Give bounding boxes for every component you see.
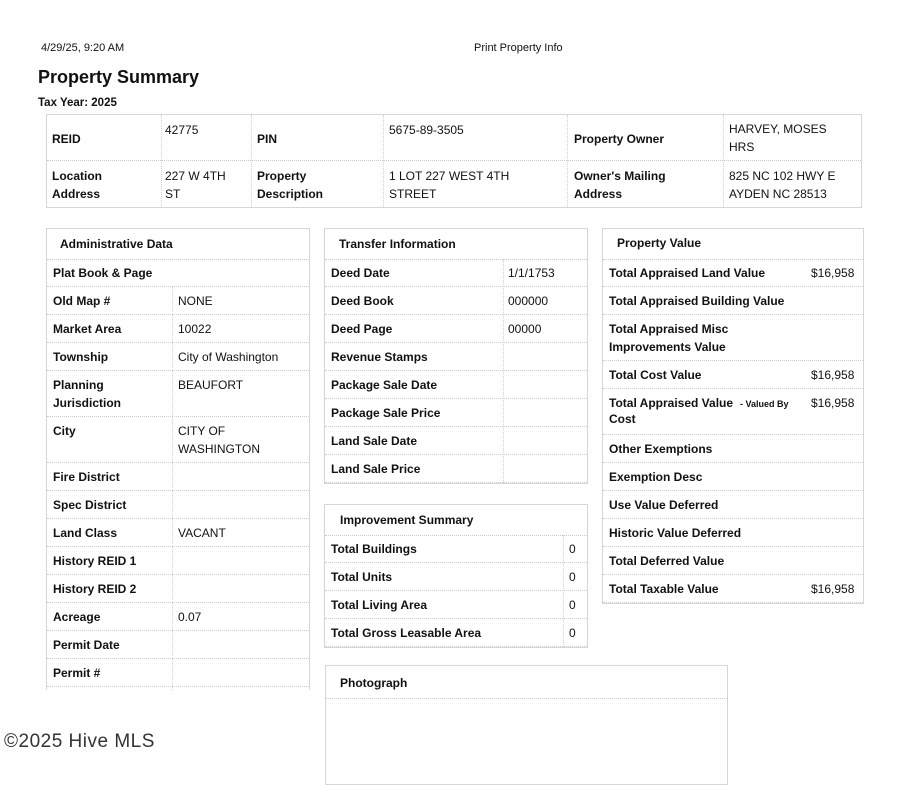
description-label-line1: Property xyxy=(257,169,307,183)
transfer-information-section xyxy=(324,228,588,484)
transfer-row xyxy=(325,287,587,315)
property-summary-table xyxy=(46,114,862,208)
transfer-value: 1/1/1753 xyxy=(508,266,555,280)
transfer-label: Package Sale Price xyxy=(331,406,441,420)
location-label-line1: Location xyxy=(52,169,102,183)
value-value: $16,958 xyxy=(811,368,855,382)
admin-row xyxy=(47,315,309,343)
transfer-label: Package Sale Date xyxy=(331,378,438,392)
owner-value-line2: HRS xyxy=(729,140,755,154)
mls-copyright: ©2025 Hive MLS xyxy=(4,731,155,752)
owner-value-line1: HARVEY, MOSES xyxy=(729,122,827,136)
pin-value: 5675-89-3505 xyxy=(389,123,464,137)
pin-label: PIN xyxy=(257,132,278,146)
transfer-label: Deed Book xyxy=(331,294,394,308)
admin-label: Old Map # xyxy=(53,294,111,308)
admin-label: Fire District xyxy=(53,470,120,484)
admin-row xyxy=(47,417,309,463)
value-label-line2: Improvements Value xyxy=(609,340,726,354)
admin-row xyxy=(47,547,309,575)
value-label: Exemption Desc xyxy=(609,470,703,484)
admin-label-line2: Jurisdiction xyxy=(53,396,122,410)
value-label: Total Appraised Value xyxy=(609,396,734,410)
admin-row xyxy=(47,463,309,491)
value-row xyxy=(603,491,863,519)
print-datetime: 4/29/25, 9:20 AM xyxy=(41,42,125,54)
value-row xyxy=(603,519,863,547)
admin-value: BEAUFORT xyxy=(178,378,244,392)
admin-row xyxy=(47,603,309,631)
photograph-title: Photograph xyxy=(340,676,408,690)
admin-row xyxy=(47,287,309,315)
improvement-row xyxy=(325,591,587,619)
owner-label: Property Owner xyxy=(574,132,665,146)
admin-row xyxy=(47,371,309,417)
description-value-line1: 1 LOT 227 WEST 4TH xyxy=(389,169,510,183)
improvement-row xyxy=(325,619,587,647)
value-label: Total Cost Value xyxy=(609,368,702,382)
improvement-value: 0 xyxy=(569,626,576,640)
transfer-label: Land Sale Date xyxy=(331,434,418,448)
mailing-label-line1: Owner's Mailing xyxy=(574,169,666,183)
location-value-line1: 227 W 4TH xyxy=(165,169,226,183)
admin-row xyxy=(47,575,309,603)
admin-label: Plat Book & Page xyxy=(53,266,153,280)
value-label: Total Taxable Value xyxy=(609,582,719,596)
admin-label: History REID 2 xyxy=(53,582,137,596)
improvement-label: Total Living Area xyxy=(331,598,428,612)
transfer-value: 000000 xyxy=(508,294,549,308)
transfer-row xyxy=(325,399,587,427)
admin-label: Spec District xyxy=(53,498,127,512)
transfer-label: Deed Date xyxy=(331,266,390,280)
value-row xyxy=(603,575,863,603)
value-label: Total Appraised Land Value xyxy=(609,266,766,280)
value-label-note: - Valued By xyxy=(740,399,789,409)
improvement-label: Total Units xyxy=(331,570,393,584)
admin-label: Permit # xyxy=(53,666,101,680)
value-row xyxy=(603,547,863,575)
admin-label: Acreage xyxy=(53,610,101,624)
value-label: Total Appraised Misc xyxy=(609,322,729,336)
transfer-label: Deed Page xyxy=(331,322,393,336)
transfer-information-title: Transfer Information xyxy=(339,237,456,251)
admin-value: City of Washington xyxy=(178,350,279,364)
description-label-line2: Description xyxy=(257,187,324,201)
improvement-summary-section xyxy=(324,504,588,648)
value-row xyxy=(603,287,863,315)
value-row xyxy=(603,435,863,463)
value-label: Use Value Deferred xyxy=(609,498,719,512)
mailing-value-line1: 825 NC 102 HWY E xyxy=(729,169,836,183)
admin-row xyxy=(47,259,309,287)
property-value-section xyxy=(602,228,864,604)
improvement-value: 0 xyxy=(569,542,576,556)
transfer-row xyxy=(325,259,587,287)
mailing-value-line2: AYDEN NC 28513 xyxy=(729,187,827,201)
reid-value: 42775 xyxy=(165,123,199,137)
value-label: Total Deferred Value xyxy=(609,554,725,568)
improvement-summary-title: Improvement Summary xyxy=(340,513,474,527)
value-label-note-line2: Cost xyxy=(609,412,636,426)
transfer-label: Land Sale Price xyxy=(331,462,421,476)
admin-value: VACANT xyxy=(178,526,226,540)
description-value-line2: STREET xyxy=(389,187,437,201)
admin-value: 0.07 xyxy=(178,610,202,624)
mailing-label-line2: Address xyxy=(574,187,623,201)
value-row xyxy=(603,259,863,287)
value-row xyxy=(603,315,863,361)
admin-label: City xyxy=(53,424,76,438)
property-value-title: Property Value xyxy=(617,236,702,250)
admin-value-line2: WASHINGTON xyxy=(178,442,261,456)
improvement-value: 0 xyxy=(569,570,576,584)
admin-row xyxy=(47,519,309,547)
reid-label: REID xyxy=(52,132,81,146)
page-title: Property Summary xyxy=(38,67,200,87)
admin-label: Township xyxy=(53,350,109,364)
improvement-value: 0 xyxy=(569,598,576,612)
value-row xyxy=(603,389,863,435)
value-label: Other Exemptions xyxy=(609,442,713,456)
admin-row xyxy=(47,491,309,519)
admin-value: 10022 xyxy=(178,322,212,336)
admin-label: Land Class xyxy=(53,526,118,540)
admin-row xyxy=(47,631,309,659)
administrative-data-title: Administrative Data xyxy=(60,237,173,251)
value-row xyxy=(603,361,863,389)
value-value: $16,958 xyxy=(811,396,855,410)
admin-label: Market Area xyxy=(53,322,122,336)
transfer-value: 00000 xyxy=(508,322,542,336)
improvement-label: Total Gross Leasable Area xyxy=(331,626,482,640)
location-value-line2: ST xyxy=(165,187,181,201)
transfer-label: Revenue Stamps xyxy=(331,350,428,364)
print-title: Print Property Info xyxy=(474,42,563,54)
transfer-row xyxy=(325,343,587,371)
transfer-row xyxy=(325,427,587,455)
administrative-data-section xyxy=(46,228,310,690)
improvement-label: Total Buildings xyxy=(331,542,417,556)
transfer-row xyxy=(325,371,587,399)
value-label: Historic Value Deferred xyxy=(609,526,742,540)
value-value: $16,958 xyxy=(811,582,855,596)
admin-label: History REID 1 xyxy=(53,554,137,568)
admin-value: NONE xyxy=(178,294,213,308)
value-label: Total Appraised Building Value xyxy=(609,294,785,308)
improvement-row xyxy=(325,563,587,591)
location-label-line2: Address xyxy=(52,187,101,201)
admin-row xyxy=(47,659,309,687)
transfer-row xyxy=(325,315,587,343)
photograph-section xyxy=(325,665,728,785)
admin-value: CITY OF xyxy=(178,424,226,438)
admin-row xyxy=(47,343,309,371)
value-value: $16,958 xyxy=(811,266,855,280)
admin-label: Planning xyxy=(53,378,104,392)
tax-year: Tax Year: 2025 xyxy=(38,97,117,109)
value-row xyxy=(603,463,863,491)
admin-label: Permit Date xyxy=(53,638,120,652)
transfer-row xyxy=(325,455,587,483)
improvement-row xyxy=(325,535,587,563)
